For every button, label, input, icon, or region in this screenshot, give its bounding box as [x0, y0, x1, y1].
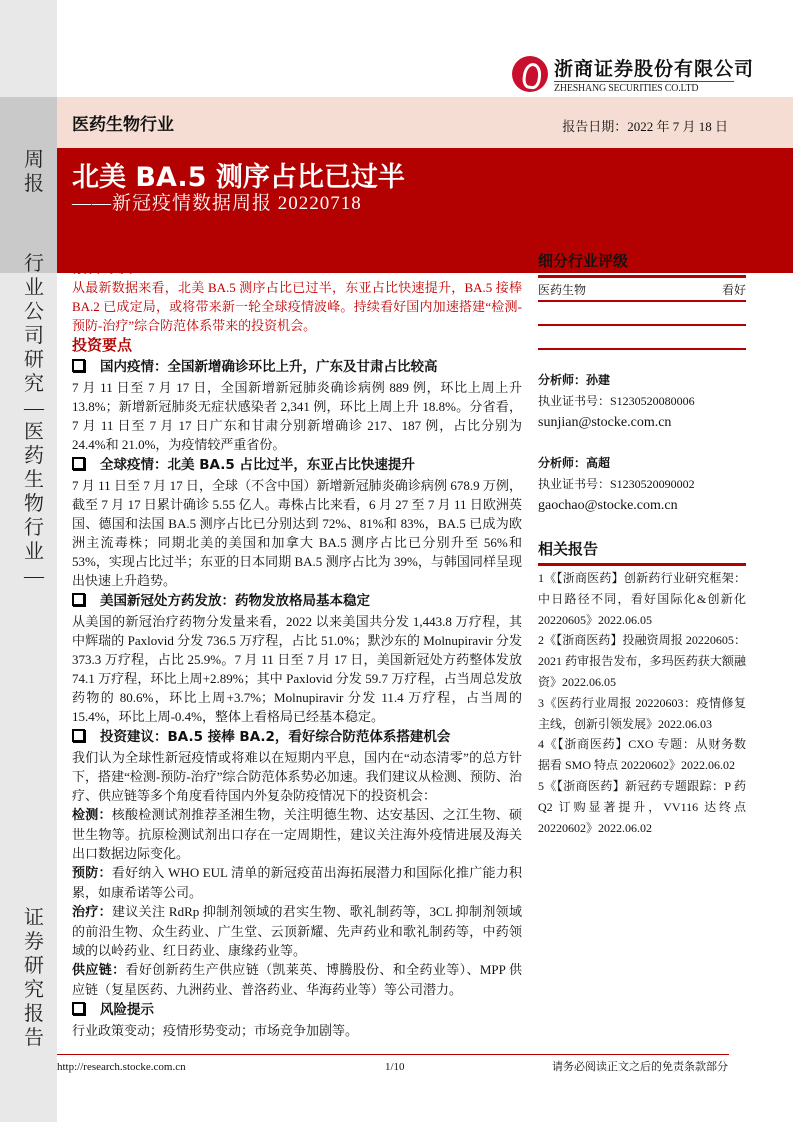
logo-emblem-icon	[512, 56, 548, 92]
recommendation-item: 供应链：看好创新药生产供应链（凯莱英、博腾股份、和全药业等）、MPP 供应链（复星医药、九洲药业、普洛药业、华海药业等）等公司潜力。	[72, 961, 522, 997]
checkbox-bullet-icon	[72, 357, 90, 378]
section-text: 7 月 11 日至 7 月 17 日，全国新增新冠肺炎确诊病例 889 例，环比上周上升 13.8%；新增新冠肺炎无症状感染者 2,341 例，环比上周上升 18.8%。分省看，7 月 11 日至 7 月 17 日广东和甘肃分别新增确诊 217、187 例，占比分别为 24.4%和 21.0%，为疫情较严重省份。	[72, 379, 522, 452]
section-heading: 全球疫情：北美 BA.5 占比过半，东亚占比快速提升	[72, 455, 522, 476]
rating-row-empty	[538, 326, 746, 350]
sidebar-report-type: 周报	[24, 149, 44, 195]
related-report-item[interactable]: 3《医药行业周报 20220603：疫情修复主线，创新引领发展》2022.06.03	[538, 695, 746, 731]
related-report-item[interactable]: 2《【浙商医药】投融资周报 20220605：2021 药审报告发布，多玛医药获大额融资》2022.06.05	[538, 633, 746, 689]
checkbox-bullet-icon	[72, 727, 90, 748]
checkbox-bullet-icon	[72, 1000, 90, 1021]
section-text: 行业政策变动；疫情形势变动；市场竞争加剧等。	[72, 1022, 359, 1038]
rating-row: 医药生物 看好	[538, 278, 746, 302]
page-subtitle: ——新冠疫情数据周报 20220718	[72, 193, 362, 214]
section-heading: 国内疫情：全国新增确诊环比上升，广东及甘肃占比较高	[72, 357, 522, 378]
rating-heading: 细分行业评级	[538, 250, 746, 278]
related-report-item[interactable]: 5《【浙商医药】新冠药专题跟踪：P 药 Q2 订购显著提升，VV116 达终点 20220602》2022.06.02	[538, 778, 746, 835]
company-logo	[512, 54, 754, 94]
right-column	[538, 250, 746, 838]
main-content	[72, 257, 522, 1040]
section-text: 7 月 11 日至 7 月 17 日，全球（不含中国）新增新冠肺炎确诊病例 678.9 万例，截至 7 月 17 日累计确诊 5.55 亿人。毒株占比来看，6 月 27 至 7 月 11 日欧洲英国、德国和法国 BA.5 测序占比已分别达到 72%、81%和 83%，BA.5 已成为欧洲主流毒株；同期北美的美国和加拿大 BA.5 测序占比已分别升至 56%和 53%，实现占比过半；东亚的日本同期 BA.5 测序占比为 39%，与韩国同样呈现出快速上升趋势。	[72, 477, 522, 588]
logo-en: ZHESHANG SECURITIES CO.LTD	[554, 81, 734, 94]
intro-text: 从最新数据来看，北美 BA.5 测序占比已过半，东亚占比快速提升，BA.5 接棒 BA.2 已成定局，或将带来新一轮全球疫情波峰。持续看好国内加速搭建“检测-预防-治疗”综合防范体系带来的投资机会。	[72, 280, 522, 333]
sidebar-report-label: 证券研究报告	[24, 907, 44, 1049]
related-report-item[interactable]: 1《【浙商医药】创新药行业研究框架：中日路径不同，看好国际化&创新化 20220605》2022.06.05	[538, 571, 746, 627]
related-reports	[538, 538, 746, 838]
footer-divider	[57, 1054, 729, 1055]
section-heading: 美国新冠处方药发放：药物发放格局基本稳定	[72, 591, 522, 612]
analyst-email[interactable]: sunjian@stocke.com.cn	[538, 415, 672, 430]
industry-label: 医药生物行业	[72, 115, 174, 135]
checkbox-bullet-icon	[72, 455, 90, 476]
section-text: 从美国的新冠治疗药物分发量来看，2022 以来美国共分发 1,443.8 万疗程，其中辉瑞的 Paxlovid 分发 736.5 万疗程，占比 51.0%；默沙东的 Molnupiravir 分发 373.3 万疗程，占比 25.9%。7 月 11 日至 7 月 17 日，美国新冠处方药整体发放 74.1 万疗程，环比上周+2.89%；其中 Paxlovid 分发 59.7 万疗程，占当周总发放药物的 80.6%，环比上周+3.7%；Molnupiravir 分发 11.4 万疗程，占当周的 15.4%，环比上周-0.4%，整体上看格局已经基本稳定。	[72, 613, 522, 724]
related-report-item[interactable]: 4《【浙商医药】CXO 专题：从财务数据看 SMO 特点 20220602》2022.06.02	[538, 737, 746, 773]
footer-url[interactable]: http://research.stocke.com.cn	[57, 1061, 186, 1073]
page-number: 1/10	[385, 1061, 405, 1073]
section-heading: 投资建议：BA.5 接棒 BA.2，看好综合防范体系搭建机会	[72, 727, 522, 748]
analyst: 分析师：高超 执业证书号：S1230520090002 gaochao@stocke.com.cn	[538, 453, 746, 516]
logo-cn: 浙商证券股份有限公司	[554, 58, 755, 80]
page-title: 北美 BA.5 测序占比已过半	[72, 162, 405, 193]
footer-disclaimer: 请务必阅读正文之后的免责条款部分	[552, 1061, 728, 1073]
section-heading: 风险提示	[72, 1000, 522, 1021]
rating-row-empty	[538, 302, 746, 326]
points-heading: 投资要点	[72, 336, 133, 354]
recommendation-item: 治疗：建议关注 RdRp 抑制剂领域的君实生物、歌礼制药等，3CL 抑制剂领域的前沿生物、众生药业、广生堂、云顶新耀、先声药业和歌礼制药等，中药领域的以岭药业、红日药业、康缘药业等。	[72, 903, 522, 958]
section-text: 我们认为全球性新冠疫情或将难以在短期内平息，国内在“动态清零”的总方针下，搭建“检测-预防-治疗”综合防范体系势必加速。我们建议从检测、预防、治疗、供应链等多个角度看待国内外复杂防疫情况下的投资机会：	[72, 749, 522, 803]
analyst: 分析师：孙建 执业证书号：S1230520080006 sunjian@stocke.com.cn	[538, 370, 746, 433]
related-heading: 相关报告	[538, 538, 746, 566]
analyst-email[interactable]: gaochao@stocke.com.cn	[538, 498, 678, 513]
sidebar-category: 行业公司研究—医药生物行业—	[24, 253, 44, 587]
recommendation-item: 检测：核酸检测试剂推荐圣湘生物，关注明德生物、达安基因、之江生物、硕世生物等。抗原检测试剂出口存在一定周期性，建议关注海外疫情进展及海关出口数据边际变化。	[72, 806, 522, 861]
intro-heading: 报告导读	[72, 258, 133, 276]
report-date: 报告日期：2022 年 7 月 18 日	[562, 119, 728, 134]
checkbox-bullet-icon	[72, 591, 90, 612]
recommendation-item: 预防：看好纳入 WHO EUL 清单的新冠疫苗出海拓展潜力和国际化推广能力积累，如康希诺等公司。	[72, 864, 522, 900]
